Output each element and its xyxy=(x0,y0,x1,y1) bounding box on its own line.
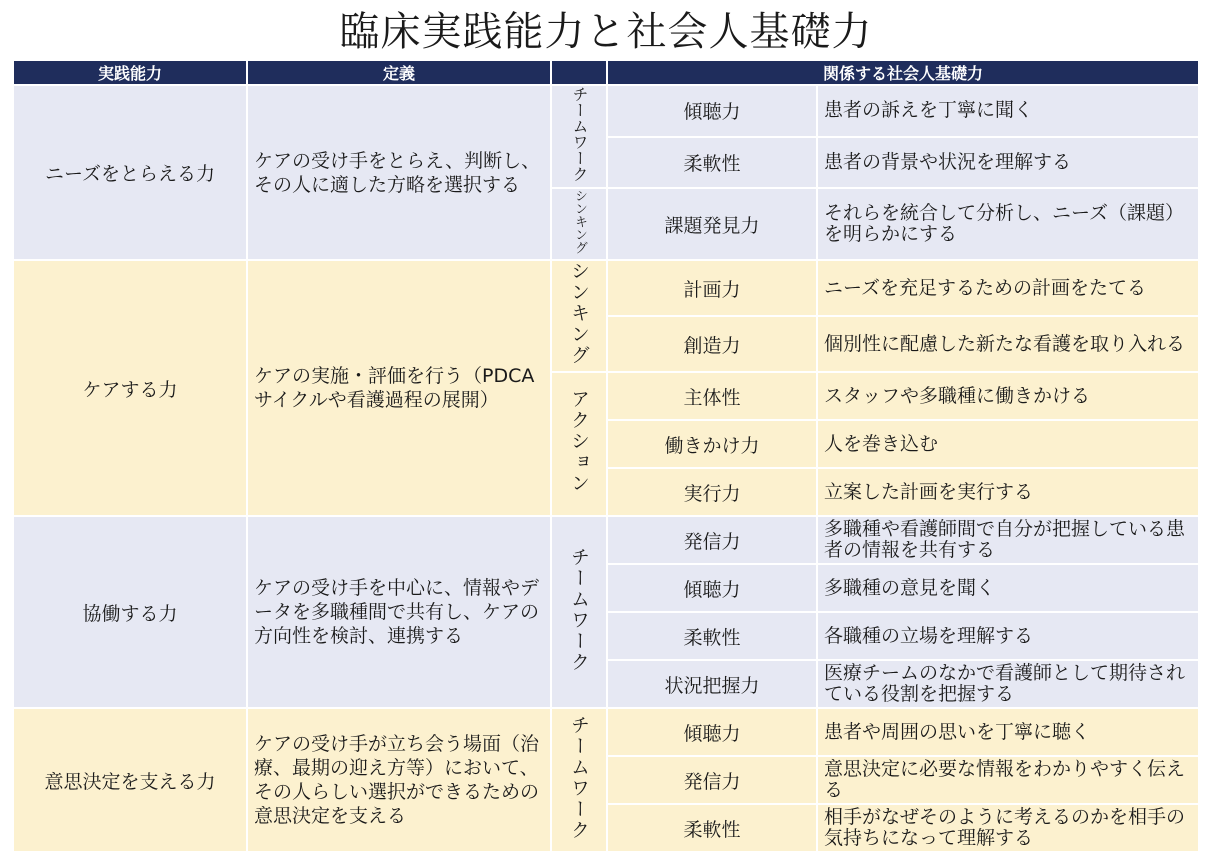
table-header-row xyxy=(13,60,1199,85)
category-label: チームワーク xyxy=(568,546,590,673)
category-label: アクション xyxy=(568,389,590,494)
skill-cell: 柔軟性 xyxy=(607,137,817,189)
skill-cell: 計画力 xyxy=(607,260,817,316)
skill-cell: 状況把握力 xyxy=(607,660,817,708)
description-cell: 多職種の意見を聞く xyxy=(817,564,1199,612)
skill-cell: 課題発見力 xyxy=(607,188,817,260)
skill-cell: 傾聴力 xyxy=(607,564,817,612)
page-title: 臨床実践能力と社会人基礎力 xyxy=(339,9,873,55)
definition-cell: ケアの受け手を中心に、情報やデータを多職種間で共有し、ケアの方向性を検討、連携する xyxy=(247,516,551,708)
header-related-skills: 関係する社会人基礎力 xyxy=(607,60,1199,85)
category-cell xyxy=(551,708,607,852)
definition-cell: ケアの受け手をとらえ、判断し、その人に適した方略を選択する xyxy=(247,85,551,260)
description-cell: 患者や周囲の思いを丁寧に聴く xyxy=(817,708,1199,756)
description-cell: 各職種の立場を理解する xyxy=(817,612,1199,660)
category-cell xyxy=(551,260,607,372)
table-row xyxy=(13,516,1199,564)
skill-cell: 発信力 xyxy=(607,756,817,804)
category-cell xyxy=(551,372,607,516)
description-cell: 個別性に配慮した新たな看護を取り入れる xyxy=(817,316,1199,372)
description-cell: 立案した計画を実行する xyxy=(817,468,1199,516)
skill-cell: 働きかけ力 xyxy=(607,420,817,468)
skill-cell: 主体性 xyxy=(607,372,817,420)
description-cell: ニーズを充足するための計画をたてる xyxy=(817,260,1199,316)
skill-cell: 柔軟性 xyxy=(607,804,817,852)
header-definition: 定義 xyxy=(247,60,551,85)
skill-cell: 実行力 xyxy=(607,468,817,516)
description-cell: 患者の背景や状況を理解する xyxy=(817,137,1199,189)
skill-cell: 柔軟性 xyxy=(607,612,817,660)
description-cell: 意思決定に必要な情報をわかりやすく伝える xyxy=(817,756,1199,804)
description-cell: スタッフや多職種に働きかける xyxy=(817,372,1199,420)
definition-cell: ケアの実施・評価を行う（PDCAサイクルや看護過程の展開） xyxy=(247,260,551,516)
description-cell: 医療チームのなかで看護師として期待されている役割を把握する xyxy=(817,660,1199,708)
header-ability: 実践能力 xyxy=(13,60,247,85)
category-label: チームワーク xyxy=(570,86,589,182)
category-label: シンキング xyxy=(572,189,587,254)
category-cell xyxy=(551,85,607,188)
table-row xyxy=(13,85,1199,137)
ability-cell: ニーズをとらえる力 xyxy=(13,85,247,260)
description-cell: 相手がなぜそのように考えるのかを相手の気持ちになって理解する xyxy=(817,804,1199,852)
table-row xyxy=(13,708,1199,756)
description-cell: それらを統合して分析し、ニーズ（課題）を明らかにする xyxy=(817,188,1199,260)
table-row xyxy=(13,260,1199,316)
skill-cell: 傾聴力 xyxy=(607,708,817,756)
category-label: チームワーク xyxy=(568,714,590,841)
category-cell xyxy=(551,188,607,260)
skill-cell: 発信力 xyxy=(607,516,817,564)
skill-cell: 傾聴力 xyxy=(607,85,817,137)
definition-cell: ケアの受け手が立ち会う場面（治療、最期の迎え方等）において、その人らしい選択ができるための意思決定を支える xyxy=(247,708,551,852)
category-label: シンキング xyxy=(568,261,590,366)
ability-table xyxy=(12,59,1200,853)
category-cell xyxy=(551,516,607,708)
description-cell: 人を巻き込む xyxy=(817,420,1199,468)
ability-cell: ケアする力 xyxy=(13,260,247,516)
description-cell: 多職種や看護師間で自分が把握している患者の情報を共有する xyxy=(817,516,1199,564)
header-category xyxy=(551,60,607,85)
skill-cell: 創造力 xyxy=(607,316,817,372)
ability-cell: 協働する力 xyxy=(13,516,247,708)
description-cell: 患者の訴えを丁寧に聞く xyxy=(817,85,1199,137)
ability-cell: 意思決定を支える力 xyxy=(13,708,247,852)
